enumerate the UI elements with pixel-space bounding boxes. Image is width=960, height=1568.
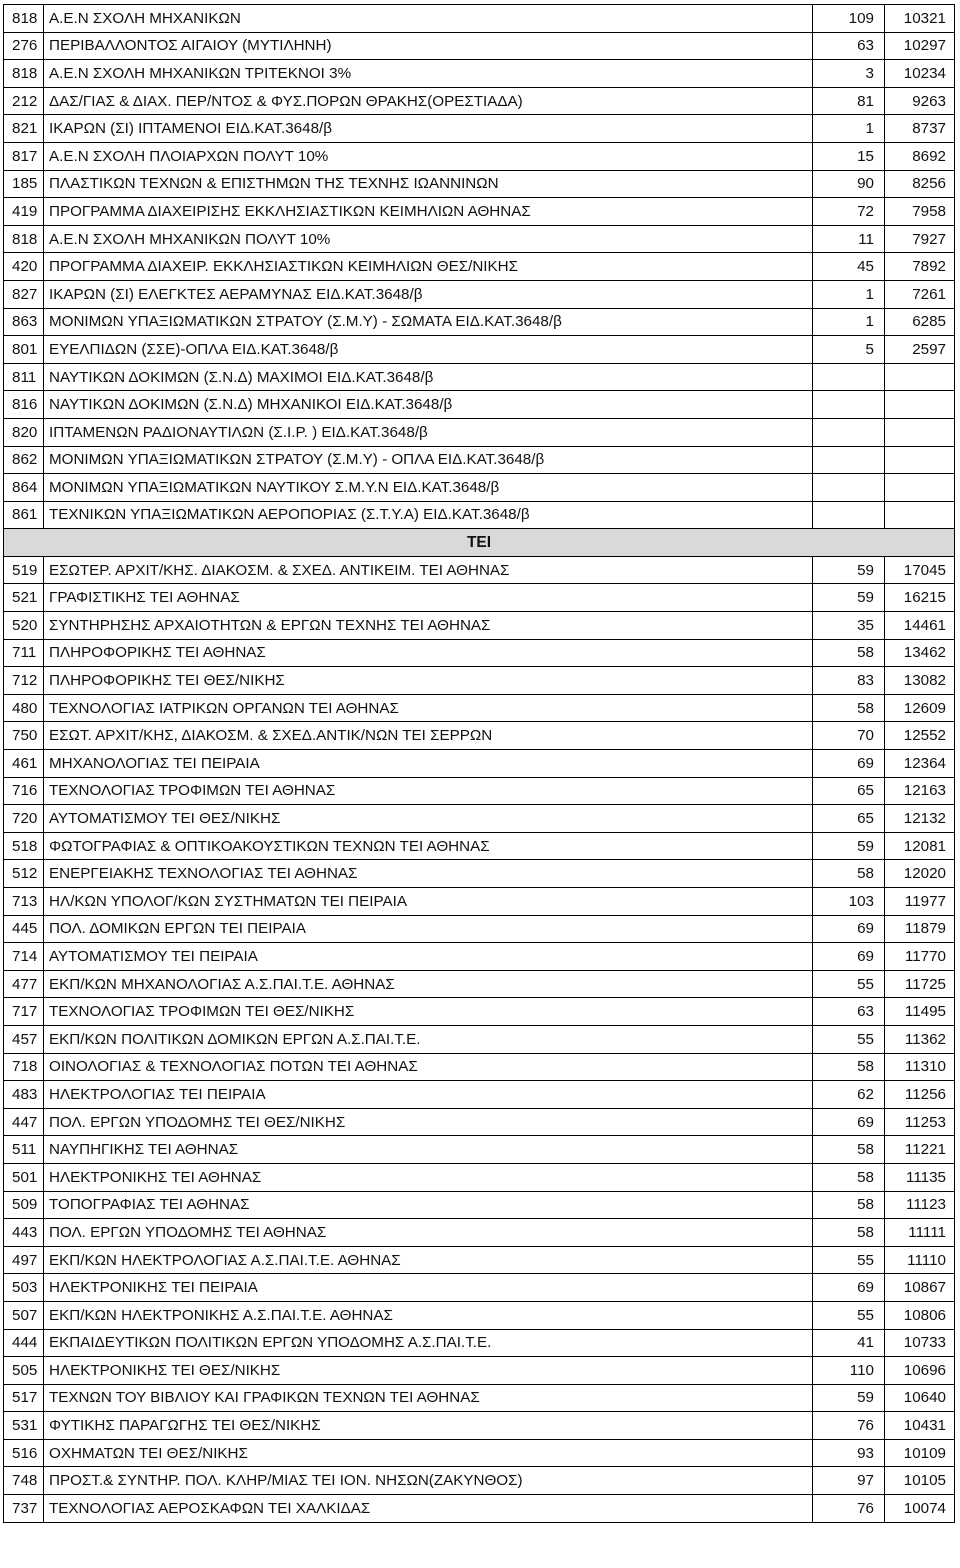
base-score-cell: 10431 (885, 1412, 955, 1440)
table-row (4, 943, 955, 971)
base-score-cell: 11221 (885, 1136, 955, 1164)
school-name-cell: ΤΕΧΝΟΛΟΓΙΑΣ ΙΑΤΡΙΚΩΝ ΟΡΓΑΝΩΝ ΤΕΙ ΑΘΗΝΑΣ (44, 694, 813, 722)
school-name-cell: ΜΟΝΙΜΩΝ ΥΠΑΞΙΩΜΑΤΙΚΩΝ ΝΑΥΤΙΚΟΥ Σ.Μ.Υ.Ν ΕΙΔ.ΚΑΤ.3648/β (44, 474, 813, 502)
school-code-cell: 864 (4, 474, 44, 502)
table-row (4, 32, 955, 60)
positions-cell: 72 (813, 198, 885, 226)
school-name-cell: ΕΚΠΑΙΔΕΥΤΙΚΩΝ ΠΟΛΙΤΙΚΩΝ ΕΡΓΩΝ ΥΠΟΔΟΜΗΣ Α.Σ.ΠΑΙ.Τ.Ε. (44, 1329, 813, 1357)
base-score-cell: 11879 (885, 915, 955, 943)
school-code-cell: 512 (4, 860, 44, 888)
positions-cell: 81 (813, 87, 885, 115)
base-score-cell: 8256 (885, 170, 955, 198)
school-name-cell: ΗΛ/ΚΩΝ ΥΠΟΛΟΓ/ΚΩΝ ΣΥΣΤΗΜΑΤΩΝ ΤΕΙ ΠΕΙΡΑΙΑ (44, 888, 813, 916)
base-score-cell (885, 474, 955, 502)
positions-cell: 59 (813, 556, 885, 584)
school-name-cell: ΗΛΕΚΤΡΟΝΙΚΗΣ ΤΕΙ ΘΕΣ/ΝΙΚΗΣ (44, 1357, 813, 1385)
school-name-cell: ΟΧΗΜΑΤΩΝ ΤΕΙ ΘΕΣ/ΝΙΚΗΣ (44, 1439, 813, 1467)
positions-cell: 109 (813, 5, 885, 33)
positions-cell: 1 (813, 308, 885, 336)
base-score-cell: 10321 (885, 5, 955, 33)
base-score-cell: 10297 (885, 32, 955, 60)
table-row (4, 1163, 955, 1191)
positions-cell: 69 (813, 915, 885, 943)
positions-cell: 58 (813, 1219, 885, 1247)
table-row (4, 915, 955, 943)
table-row (4, 1219, 955, 1247)
school-code-cell: 818 (4, 5, 44, 33)
table-row (4, 1495, 955, 1523)
school-name-cell: Α.Ε.Ν ΣΧΟΛΗ ΜΗΧΑΝΙΚΩΝ ΤΡΙΤΕΚΝΟΙ 3% (44, 60, 813, 88)
table-row (4, 1301, 955, 1329)
positions-cell: 90 (813, 170, 885, 198)
school-name-cell: ΠΕΡΙΒΑΛΛΟΝΤΟΣ ΑΙΓΑΙΟΥ (ΜΥΤΙΛΗΝΗ) (44, 32, 813, 60)
positions-cell: 59 (813, 832, 885, 860)
table-row (4, 1384, 955, 1412)
school-code-cell: 711 (4, 639, 44, 667)
positions-cell: 58 (813, 860, 885, 888)
positions-cell: 58 (813, 639, 885, 667)
table-row (4, 722, 955, 750)
table-row (4, 115, 955, 143)
positions-cell: 69 (813, 1274, 885, 1302)
school-code-cell: 821 (4, 115, 44, 143)
base-score-cell: 11256 (885, 1081, 955, 1109)
base-score-cell (885, 391, 955, 419)
base-score-cell: 8692 (885, 142, 955, 170)
table-row (4, 1108, 955, 1136)
positions-cell: 3 (813, 60, 885, 88)
school-code-cell: 818 (4, 225, 44, 253)
base-score-cell: 10733 (885, 1329, 955, 1357)
table-row (4, 556, 955, 584)
base-score-cell: 14461 (885, 612, 955, 640)
school-name-cell: ΠΟΛ. ΕΡΓΩΝ ΥΠΟΔΟΜΗΣ ΤΕΙ ΑΘΗΝΑΣ (44, 1219, 813, 1247)
table-row (4, 584, 955, 612)
school-name-cell: ΜΟΝΙΜΩΝ ΥΠΑΞΙΩΜΑΤΙΚΩΝ ΣΤΡΑΤΟΥ (Σ.Μ.Υ) - ΣΩΜΑΤΑ ΕΙΔ.ΚΑΤ.3648/β (44, 308, 813, 336)
table-row (4, 1357, 955, 1385)
school-code-cell: 480 (4, 694, 44, 722)
school-name-cell: ΕΚΠ/ΚΩΝ ΜΗΧΑΝΟΛΟΓΙΑΣ Α.Σ.ΠΑΙ.Τ.Ε. ΑΘΗΝΑΣ (44, 970, 813, 998)
table-row (4, 501, 955, 529)
table-row (4, 198, 955, 226)
table-row (4, 391, 955, 419)
section-header-row (4, 529, 955, 557)
positions-cell: 41 (813, 1329, 885, 1357)
school-name-cell: ΝΑΥΠΗΓΙΚΗΣ ΤΕΙ ΑΘΗΝΑΣ (44, 1136, 813, 1164)
table-row (4, 612, 955, 640)
school-name-cell: ΤΕΧΝΟΛΟΓΙΑΣ ΤΡΟΦΙΜΩΝ ΤΕΙ ΑΘΗΝΑΣ (44, 777, 813, 805)
school-code-cell: 483 (4, 1081, 44, 1109)
base-score-cell: 9263 (885, 87, 955, 115)
positions-cell (813, 363, 885, 391)
school-code-cell: 748 (4, 1467, 44, 1495)
school-name-cell: ΕΝΕΡΓΕΙΑΚΗΣ ΤΕΧΝΟΛΟΓΙΑΣ ΤΕΙ ΑΘΗΝΑΣ (44, 860, 813, 888)
school-code-cell: 712 (4, 667, 44, 695)
table-row (4, 694, 955, 722)
school-code-cell: 443 (4, 1219, 44, 1247)
positions-cell: 58 (813, 694, 885, 722)
positions-cell: 55 (813, 1246, 885, 1274)
positions-cell: 69 (813, 1108, 885, 1136)
school-code-cell: 511 (4, 1136, 44, 1164)
positions-cell: 55 (813, 970, 885, 998)
table-row (4, 1053, 955, 1081)
positions-cell: 35 (813, 612, 885, 640)
school-code-cell: 505 (4, 1357, 44, 1385)
school-code-cell: 447 (4, 1108, 44, 1136)
school-code-cell: 801 (4, 336, 44, 364)
base-score-cell (885, 501, 955, 529)
positions-cell: 83 (813, 667, 885, 695)
base-score-cell: 11310 (885, 1053, 955, 1081)
table-row (4, 280, 955, 308)
base-score-cell: 8737 (885, 115, 955, 143)
positions-cell: 69 (813, 943, 885, 971)
school-code-cell: 717 (4, 998, 44, 1026)
school-code-cell: 516 (4, 1439, 44, 1467)
base-score-cell: 7958 (885, 198, 955, 226)
school-name-cell: ΕΚΠ/ΚΩΝ ΗΛΕΚΤΡΟΛΟΓΙΑΣ Α.Σ.ΠΑΙ.Τ.Ε. ΑΘΗΝΑΣ (44, 1246, 813, 1274)
base-score-cell (885, 418, 955, 446)
table-row (4, 1467, 955, 1495)
base-score-cell: 11135 (885, 1163, 955, 1191)
school-name-cell: ΗΛΕΚΤΡΟΛΟΓΙΑΣ ΤΕΙ ΠΕΙΡΑΙΑ (44, 1081, 813, 1109)
base-score-cell: 12132 (885, 805, 955, 833)
positions-cell: 58 (813, 1163, 885, 1191)
table-row (4, 60, 955, 88)
base-score-cell: 11725 (885, 970, 955, 998)
school-name-cell: ΙΚΑΡΩΝ (ΣΙ) ΙΠΤΑΜΕΝΟΙ ΕΙΔ.ΚΑΤ.3648/β (44, 115, 813, 143)
table-row (4, 667, 955, 695)
base-score-cell: 10806 (885, 1301, 955, 1329)
positions-cell: 59 (813, 1384, 885, 1412)
school-code-cell: 863 (4, 308, 44, 336)
school-code-cell: 862 (4, 446, 44, 474)
school-code-cell: 501 (4, 1163, 44, 1191)
school-name-cell: ΟΙΝΟΛΟΓΙΑΣ & ΤΕΧΝΟΛΟΓΙΑΣ ΠΟΤΩΝ ΤΕΙ ΑΘΗΝΑΣ (44, 1053, 813, 1081)
base-score-cell: 10109 (885, 1439, 955, 1467)
table-row (4, 170, 955, 198)
base-score-cell: 10640 (885, 1384, 955, 1412)
school-code-cell: 185 (4, 170, 44, 198)
positions-cell: 11 (813, 225, 885, 253)
school-name-cell: ΦΩΤΟΓΡΑΦΙΑΣ & ΟΠΤΙΚΟΑΚΟΥΣΤΙΚΩΝ ΤΕΧΝΩΝ ΤΕΙ ΑΘΗΝΑΣ (44, 832, 813, 860)
school-code-cell: 419 (4, 198, 44, 226)
school-code-cell: 531 (4, 1412, 44, 1440)
table-row (4, 1329, 955, 1357)
table-row (4, 1191, 955, 1219)
school-name-cell: ΙΚΑΡΩΝ (ΣΙ) ΕΛΕΓΚΤΕΣ ΑΕΡΑΜΥΝΑΣ ΕΙΔ.ΚΑΤ.3648/β (44, 280, 813, 308)
positions-cell: 58 (813, 1191, 885, 1219)
table-row (4, 1081, 955, 1109)
school-name-cell: ΕΚΠ/ΚΩΝ ΗΛΕΚΤΡΟΝΙΚΗΣ Α.Σ.ΠΑΙ.Τ.Ε. ΑΘΗΝΑΣ (44, 1301, 813, 1329)
positions-cell (813, 474, 885, 502)
base-score-cell: 12364 (885, 750, 955, 778)
positions-cell: 62 (813, 1081, 885, 1109)
school-code-cell: 750 (4, 722, 44, 750)
base-score-cell: 13082 (885, 667, 955, 695)
positions-cell: 5 (813, 336, 885, 364)
school-name-cell: ΠΛΑΣΤΙΚΩΝ ΤΕΧΝΩΝ & ΕΠΙΣΤΗΜΩΝ ΤΗΣ ΤΕΧΝΗΣ ΙΩΑΝΝΙΝΩΝ (44, 170, 813, 198)
base-score-cell: 7927 (885, 225, 955, 253)
positions-cell: 63 (813, 998, 885, 1026)
positions-cell: 63 (813, 32, 885, 60)
school-name-cell: ΕΚΠ/ΚΩΝ ΠΟΛΙΤΙΚΩΝ ΔΟΜΙΚΩΝ ΕΡΓΩΝ Α.Σ.ΠΑΙ.Τ.Ε. (44, 1025, 813, 1053)
school-code-cell: 520 (4, 612, 44, 640)
school-name-cell: ΣΥΝΤΗΡΗΣΗΣ ΑΡΧΑΙΟΤΗΤΩΝ & ΕΡΓΩΝ ΤΕΧΝΗΣ ΤΕΙ ΑΘΗΝΑΣ (44, 612, 813, 640)
table-row (4, 5, 955, 33)
school-name-cell: ΝΑΥΤΙΚΩΝ ΔΟΚΙΜΩΝ (Σ.Ν.Δ) ΜΗΧΑΝΙΚΟΙ ΕΙΔ.ΚΑΤ.3648/β (44, 391, 813, 419)
table-row (4, 970, 955, 998)
table-row (4, 860, 955, 888)
school-name-cell: ΙΠΤΑΜΕΝΩΝ ΡΑΔΙΟΝΑΥΤΙΛΩΝ (Σ.Ι.Ρ. ) ΕΙΔ.ΚΑΤ.3648/β (44, 418, 813, 446)
school-code-cell: 720 (4, 805, 44, 833)
table-row (4, 1246, 955, 1274)
positions-cell: 110 (813, 1357, 885, 1385)
table-row (4, 1439, 955, 1467)
school-name-cell: ΦΥΤΙΚΗΣ ΠΑΡΑΓΩΓΗΣ ΤΕΙ ΘΕΣ/ΝΙΚΗΣ (44, 1412, 813, 1440)
positions-cell: 65 (813, 777, 885, 805)
table-row (4, 225, 955, 253)
base-score-cell: 12163 (885, 777, 955, 805)
school-code-cell: 820 (4, 418, 44, 446)
school-name-cell: ΑΥΤΟΜΑΤΙΣΜΟΥ ΤΕΙ ΘΕΣ/ΝΙΚΗΣ (44, 805, 813, 833)
positions-cell: 45 (813, 253, 885, 281)
school-code-cell: 714 (4, 943, 44, 971)
table-row (4, 998, 955, 1026)
school-name-cell: ΠΡΟΓΡΑΜΜΑ ΔΙΑΧΕΙΡ. ΕΚΚΛΗΣΙΑΣΤΙΚΩΝ ΚΕΙΜΗΛΙΩΝ ΘΕΣ/ΝΙΚΗΣ (44, 253, 813, 281)
base-score-cell: 10234 (885, 60, 955, 88)
positions-cell: 76 (813, 1495, 885, 1523)
school-code-cell: 457 (4, 1025, 44, 1053)
school-name-cell: ΠΛΗΡΟΦΟΡΙΚΗΣ ΤΕΙ ΘΕΣ/ΝΙΚΗΣ (44, 667, 813, 695)
table-row (4, 1274, 955, 1302)
base-score-cell: 11110 (885, 1246, 955, 1274)
school-name-cell: ΠΛΗΡΟΦΟΡΙΚΗΣ ΤΕΙ ΑΘΗΝΑΣ (44, 639, 813, 667)
table-row (4, 777, 955, 805)
school-name-cell: ΠΟΛ. ΕΡΓΩΝ ΥΠΟΔΟΜΗΣ ΤΕΙ ΘΕΣ/ΝΙΚΗΣ (44, 1108, 813, 1136)
school-code-cell: 518 (4, 832, 44, 860)
table-row (4, 750, 955, 778)
base-score-cell: 12552 (885, 722, 955, 750)
base-score-cell: 6285 (885, 308, 955, 336)
school-code-cell: 519 (4, 556, 44, 584)
school-name-cell: ΕΣΩΤΕΡ. ΑΡΧΙΤ/ΚΗΣ. ΔΙΑΚΟΣΜ. & ΣΧΕΔ. ΑΝΤΙΚΕΙΜ. ΤΕΙ ΑΘΗΝΑΣ (44, 556, 813, 584)
table-row (4, 888, 955, 916)
positions-cell: 69 (813, 750, 885, 778)
base-score-cell: 10105 (885, 1467, 955, 1495)
positions-cell: 59 (813, 584, 885, 612)
positions-cell: 1 (813, 280, 885, 308)
table-row (4, 639, 955, 667)
school-code-cell: 718 (4, 1053, 44, 1081)
base-score-cell: 7892 (885, 253, 955, 281)
positions-cell: 55 (813, 1301, 885, 1329)
school-code-cell: 517 (4, 1384, 44, 1412)
base-score-cell: 12081 (885, 832, 955, 860)
positions-cell: 55 (813, 1025, 885, 1053)
school-name-cell: ΜΟΝΙΜΩΝ ΥΠΑΞΙΩΜΑΤΙΚΩΝ ΣΤΡΑΤΟΥ (Σ.Μ.Υ) - ΟΠΛΑ ΕΙΔ.ΚΑΤ.3648/β (44, 446, 813, 474)
school-name-cell: ΤΕΧΝΙΚΩΝ ΥΠΑΞΙΩΜΑΤΙΚΩΝ ΑΕΡΟΠΟΡΙΑΣ (Σ.Τ.Υ.Α) ΕΙΔ.ΚΑΤ.3648/β (44, 501, 813, 529)
school-name-cell: Α.Ε.Ν ΣΧΟΛΗ ΜΗΧΑΝΙΚΩΝ (44, 5, 813, 33)
positions-cell (813, 391, 885, 419)
table-row (4, 1025, 955, 1053)
school-code-cell: 716 (4, 777, 44, 805)
table-row (4, 253, 955, 281)
school-code-cell: 445 (4, 915, 44, 943)
school-code-cell: 861 (4, 501, 44, 529)
school-code-cell: 713 (4, 888, 44, 916)
base-score-cell: 10696 (885, 1357, 955, 1385)
school-name-cell: ΠΡΟΓΡΑΜΜΑ ΔΙΑΧΕΙΡΙΣΗΣ ΕΚΚΛΗΣΙΑΣΤΙΚΩΝ ΚΕΙΜΗΛΙΩΝ ΑΘΗΝΑΣ (44, 198, 813, 226)
school-code-cell: 817 (4, 142, 44, 170)
base-score-cell (885, 363, 955, 391)
school-name-cell: ΔΑΣ/ΓΙΑΣ & ΔΙΑΧ. ΠΕΡ/ΝΤΟΣ & ΦΥΣ.ΠΟΡΩΝ ΘΡΑΚΗΣ(ΟΡΕΣΤΙΑΔΑ) (44, 87, 813, 115)
school-name-cell: ΤΕΧΝΟΛΟΓΙΑΣ ΑΕΡΟΣΚΑΦΩΝ ΤΕΙ ΧΑΛΚΙΔΑΣ (44, 1495, 813, 1523)
base-score-cell: 13462 (885, 639, 955, 667)
school-code-cell: 827 (4, 280, 44, 308)
table-row (4, 805, 955, 833)
base-score-cell: 11362 (885, 1025, 955, 1053)
school-code-cell: 507 (4, 1301, 44, 1329)
school-name-cell: ΤΕΧΝΟΛΟΓΙΑΣ ΤΡΟΦΙΜΩΝ ΤΕΙ ΘΕΣ/ΝΙΚΗΣ (44, 998, 813, 1026)
table-row (4, 418, 955, 446)
base-score-cell: 7261 (885, 280, 955, 308)
base-score-cell: 11253 (885, 1108, 955, 1136)
school-code-cell: 818 (4, 60, 44, 88)
table-row (4, 363, 955, 391)
positions-cell (813, 501, 885, 529)
table-row (4, 142, 955, 170)
base-score-cell: 12609 (885, 694, 955, 722)
base-score-cell: 2597 (885, 336, 955, 364)
base-score-cell: 11770 (885, 943, 955, 971)
base-score-cell: 17045 (885, 556, 955, 584)
school-name-cell: ΕΣΩΤ. ΑΡΧΙΤ/ΚΗΣ, ΔΙΑΚΟΣΜ. & ΣΧΕΔ.ΑΝΤΙΚ/ΝΩΝ ΤΕΙ ΣΕΡΡΩΝ (44, 722, 813, 750)
school-code-cell: 509 (4, 1191, 44, 1219)
school-name-cell: ΝΑΥΤΙΚΩΝ ΔΟΚΙΜΩΝ (Σ.Ν.Δ) ΜΑΧΙΜΟΙ ΕΙΔ.ΚΑΤ.3648/β (44, 363, 813, 391)
school-code-cell: 420 (4, 253, 44, 281)
base-score-cell (885, 446, 955, 474)
school-name-cell: ΕΥΕΛΠΙΔΩΝ (ΣΣΕ)-ΟΠΛΑ ΕΙΔ.ΚΑΤ.3648/β (44, 336, 813, 364)
table-row (4, 1136, 955, 1164)
positions-cell: 70 (813, 722, 885, 750)
base-score-cell: 11111 (885, 1219, 955, 1247)
table-row (4, 1412, 955, 1440)
school-name-cell: ΓΡΑΦΙΣΤΙΚΗΣ ΤΕΙ ΑΘΗΝΑΣ (44, 584, 813, 612)
positions-cell: 15 (813, 142, 885, 170)
table-row (4, 474, 955, 502)
table-row (4, 832, 955, 860)
table-row (4, 446, 955, 474)
base-score-cell: 16215 (885, 584, 955, 612)
base-score-cell: 11495 (885, 998, 955, 1026)
school-name-cell: ΗΛΕΚΤΡΟΝΙΚΗΣ ΤΕΙ ΠΕΙΡΑΙΑ (44, 1274, 813, 1302)
school-name-cell: Α.Ε.Ν ΣΧΟΛΗ ΠΛΟΙΑΡΧΩΝ ΠΟΛΥΤ 10% (44, 142, 813, 170)
positions-cell: 93 (813, 1439, 885, 1467)
base-score-cell: 11977 (885, 888, 955, 916)
school-code-cell: 477 (4, 970, 44, 998)
positions-cell: 58 (813, 1053, 885, 1081)
positions-cell (813, 418, 885, 446)
school-name-cell: ΜΗΧΑΝΟΛΟΓΙΑΣ ΤΕΙ ΠΕΙΡΑΙΑ (44, 750, 813, 778)
positions-cell: 58 (813, 1136, 885, 1164)
school-code-cell: 212 (4, 87, 44, 115)
results-table-body (4, 5, 955, 1523)
positions-cell: 1 (813, 115, 885, 143)
base-score-cell: 10867 (885, 1274, 955, 1302)
section-title: ΤΕΙ (4, 529, 955, 557)
positions-cell: 65 (813, 805, 885, 833)
school-name-cell: ΤΟΠΟΓΡΑΦΙΑΣ ΤΕΙ ΑΘΗΝΑΣ (44, 1191, 813, 1219)
school-code-cell: 816 (4, 391, 44, 419)
base-score-cell: 10074 (885, 1495, 955, 1523)
school-name-cell: ΤΕΧΝΩΝ ΤΟΥ ΒΙΒΛΙΟΥ ΚΑΙ ΓΡΑΦΙΚΩΝ ΤΕΧΝΩΝ ΤΕΙ ΑΘΗΝΑΣ (44, 1384, 813, 1412)
school-code-cell: 521 (4, 584, 44, 612)
positions-cell (813, 446, 885, 474)
school-code-cell: 444 (4, 1329, 44, 1357)
base-score-cell: 11123 (885, 1191, 955, 1219)
school-code-cell: 811 (4, 363, 44, 391)
table-row (4, 87, 955, 115)
school-name-cell: ΗΛΕΚΤΡΟΝΙΚΗΣ ΤΕΙ ΑΘΗΝΑΣ (44, 1163, 813, 1191)
school-code-cell: 497 (4, 1246, 44, 1274)
school-name-cell: Α.Ε.Ν ΣΧΟΛΗ ΜΗΧΑΝΙΚΩΝ ΠΟΛΥΤ 10% (44, 225, 813, 253)
table-row (4, 336, 955, 364)
results-table (3, 4, 955, 1523)
school-code-cell: 503 (4, 1274, 44, 1302)
table-row (4, 308, 955, 336)
school-name-cell: ΠΡΟΣΤ.& ΣΥΝΤΗΡ. ΠΟΛ. ΚΛΗΡ/ΜΙΑΣ ΤΕΙ ΙΟΝ. ΝΗΣΩΝ(ΖΑΚΥΝΘΟΣ) (44, 1467, 813, 1495)
school-name-cell: ΑΥΤΟΜΑΤΙΣΜΟΥ ΤΕΙ ΠΕΙΡΑΙΑ (44, 943, 813, 971)
positions-cell: 97 (813, 1467, 885, 1495)
positions-cell: 103 (813, 888, 885, 916)
base-score-cell: 12020 (885, 860, 955, 888)
school-code-cell: 461 (4, 750, 44, 778)
positions-cell: 76 (813, 1412, 885, 1440)
school-code-cell: 737 (4, 1495, 44, 1523)
school-name-cell: ΠΟΛ. ΔΟΜΙΚΩΝ ΕΡΓΩΝ ΤΕΙ ΠΕΙΡΑΙΑ (44, 915, 813, 943)
school-code-cell: 276 (4, 32, 44, 60)
